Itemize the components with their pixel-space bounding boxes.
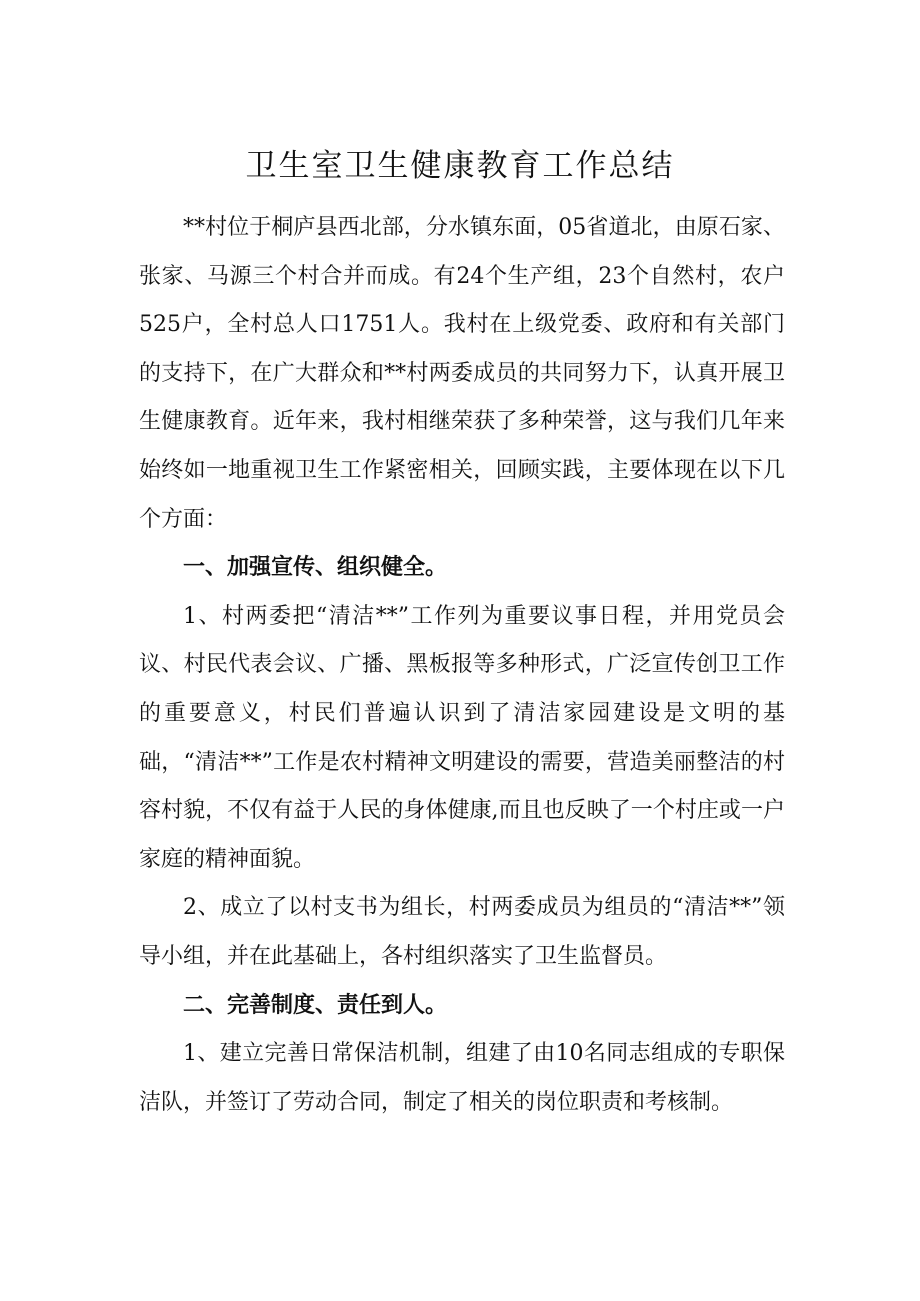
document-body xyxy=(139,204,785,1127)
section-heading-2: 二、完善制度、责任到人。 xyxy=(183,992,448,1018)
paragraph-1-2: 2、成立了以村支书为组长，村两委成员为组员的“清洁**”领导小组，并在此基础上，各村组织落实了卫生监督员。 xyxy=(139,895,785,969)
intro-paragraph: **村位于桐庐县西北部，分水镇东面，05省道北，由原石家、张家、马源三个村合并而成。有24个生产组，23个自然村，农户525户，全村总人口1751人。我村在上级党委、政府和有关部门的支持下，在广大群众和**村两委成员的共同努力下，认真开展卫生健康教育。近年来，我村相继荣获了多种荣誉，这与我们几年来始终如一地重视卫生工作紧密相关，回顾实践，主要体现在以下几个方面： xyxy=(139,215,785,532)
document-title: 卫生室卫生健康教育工作总结 xyxy=(245,148,675,184)
paragraph-2-1: 1、建立完善日常保洁机制，组建了由10名同志组成的专职保洁队，并签订了劳动合同，制定了相关的岗位职责和考核制。 xyxy=(139,1041,785,1115)
section-heading-1: 一、加强宣传、组织健全。 xyxy=(183,555,448,581)
paragraph-1-1: 1、村两委把“清洁**”工作列为重要议事日程，并用党员会议、村民代表会议、广播、黑板报等多种形式，广泛宣传创卫工作的重要意义，村民们普遍认识到了清洁家园建设是文明的基础，“清洁**”工作是农村精神文明建设的需要，营造美丽整洁的村容村貌，不仅有益于人民的身体健康,而且也反映了一个村庄或一户家庭的精神面貌。 xyxy=(139,603,785,872)
